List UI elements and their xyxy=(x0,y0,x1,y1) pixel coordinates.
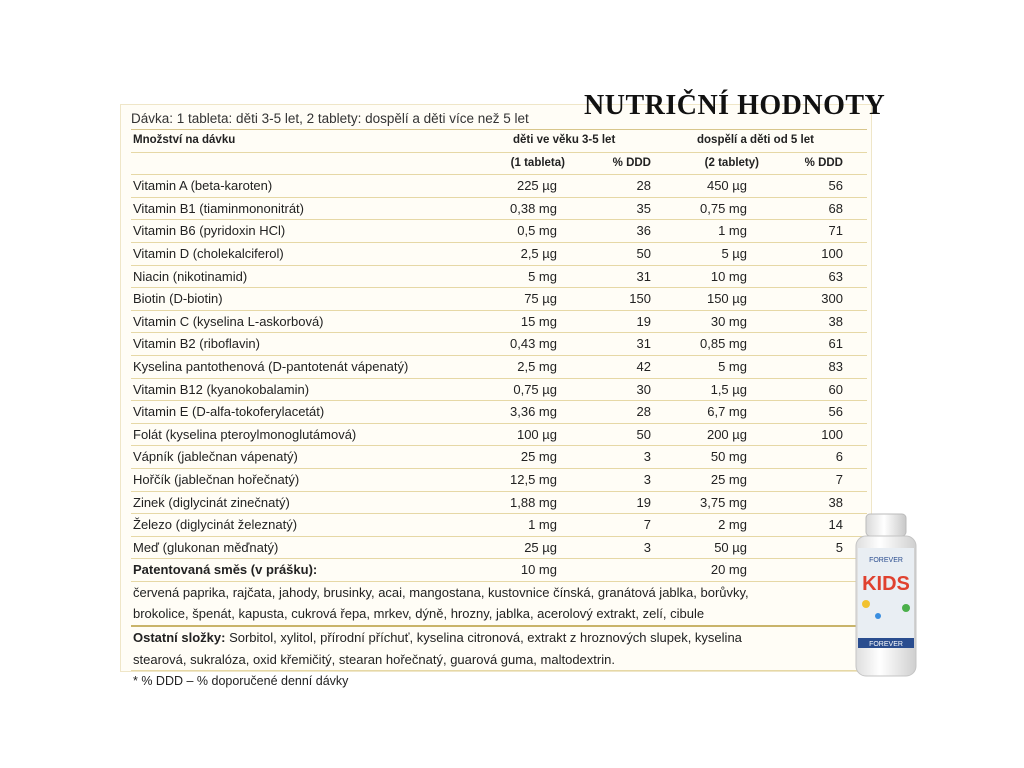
other-ingredients-label: Ostatní složky: xyxy=(133,630,226,646)
adults-pct: 56 xyxy=(828,404,843,420)
kids-amount: 25 µg xyxy=(524,539,557,555)
kids-pct: 3 xyxy=(643,539,651,555)
table-row xyxy=(131,356,867,379)
header-adults-amount: (2 tablety) xyxy=(704,156,759,169)
adults-amount: 30 mg xyxy=(710,313,747,329)
table-row xyxy=(131,469,867,492)
kids-amount: 3,36 mg xyxy=(510,404,557,420)
nutrient-name: Kyselina pantothenová (D-pantotenát vápenatý) xyxy=(133,358,409,374)
adults-amount: 50 µg xyxy=(714,539,747,555)
kids-amount: 0,5 mg xyxy=(517,223,557,239)
nutrient-name: Vitamin E (D-alfa-tokoferylacetát) xyxy=(133,404,325,420)
kids-amount: 75 µg xyxy=(524,291,557,307)
other-ingredients-line: stearová, sukralóza, oxid křemičitý, stearan hořečnatý, guarová guma, maltodextrin. xyxy=(131,649,867,672)
kids-amount: 2,5 µg xyxy=(520,245,557,261)
kids-amount: 0,75 µg xyxy=(513,381,557,397)
header-adults-group: dospělí a děti od 5 let xyxy=(697,134,814,146)
adults-amount: 450 µg xyxy=(706,178,747,194)
header-adults-pct: % DDD xyxy=(804,156,843,169)
table-row xyxy=(131,537,867,560)
table-row xyxy=(131,424,867,447)
adults-amount: 10 mg xyxy=(710,268,747,284)
nutrient-name: Vápník (jablečnan vápenatý) xyxy=(133,449,298,465)
kids-pct: 50 xyxy=(636,245,651,261)
adults-amount: 5 mg xyxy=(718,358,747,374)
adults-amount: 0,75 mg xyxy=(700,200,747,216)
adults-pct: 100 xyxy=(821,245,843,261)
kids-pct: 30 xyxy=(636,381,651,397)
header-kids-amount: (1 tableta) xyxy=(510,156,565,169)
dose-line: Dávka: 1 tableta: děti 3-5 let, 2 tablety: dospělí a děti více než 5 let xyxy=(131,108,867,130)
nutrient-name: Vitamin B2 (riboflavin) xyxy=(133,336,260,352)
nutrition-table xyxy=(131,108,867,693)
kids-pct: 35 xyxy=(636,200,651,216)
table-row xyxy=(131,243,867,266)
adults-amount: 2 mg xyxy=(718,517,747,533)
blend-kids-amount: 10 mg xyxy=(520,562,557,578)
kids-pct: 19 xyxy=(636,313,651,329)
adults-pct: 56 xyxy=(828,178,843,194)
kids-amount: 225 µg xyxy=(516,178,557,194)
kids-amount: 12,5 mg xyxy=(510,471,557,487)
kids-pct: 28 xyxy=(636,178,651,194)
nutrient-name: Biotin (D-biotin) xyxy=(133,291,223,307)
blend-name: Patentovaná směs (v prášku): xyxy=(133,562,318,578)
other-ingredients-text: Sorbitol, xylitol, přírodní příchuť, kyselina citronová, extrakt z hroznových slupek, kyselina xyxy=(225,630,742,646)
nutrient-name: Zinek (diglycinát zinečnatý) xyxy=(133,494,290,510)
table-body xyxy=(131,175,867,559)
adults-pct: 83 xyxy=(828,358,843,374)
header-kids-group: děti ve věku 3-5 let xyxy=(513,134,616,146)
kids-pct: 31 xyxy=(636,268,651,284)
table-header-row xyxy=(131,130,867,153)
adults-pct: 7 xyxy=(835,471,843,487)
product-bottle-image xyxy=(848,512,924,680)
kids-amount: 100 µg xyxy=(516,426,557,442)
table-row xyxy=(131,401,867,424)
nutrient-name: Vitamin A (beta-karoten) xyxy=(133,178,273,194)
table-row xyxy=(131,446,867,469)
adults-pct: 5 xyxy=(835,539,843,555)
blend-ingredients-line: brokolice, špenát, kapusta, cukrová řepa, mrkev, dýně, hrozny, jablka, acerolový extrakt, zelí, cibule xyxy=(131,603,867,627)
kids-pct: 28 xyxy=(636,404,651,420)
kids-pct: 31 xyxy=(636,336,651,352)
adults-amount: 50 mg xyxy=(710,449,747,465)
nutrient-name: Vitamin B6 (pyridoxin HCl) xyxy=(133,223,286,239)
kids-pct: 36 xyxy=(636,223,651,239)
adults-amount: 5 µg xyxy=(721,245,747,261)
adults-amount: 6,7 mg xyxy=(707,404,747,420)
kids-pct: 42 xyxy=(636,358,651,374)
nutrient-name: Folát (kyselina pteroylmonoglutámová) xyxy=(133,426,357,442)
kids-amount: 0,38 mg xyxy=(510,200,557,216)
table-row xyxy=(131,266,867,289)
header-quantity-label: Množství na dávku xyxy=(133,134,236,146)
adults-amount: 150 µg xyxy=(706,291,747,307)
kids-pct: 50 xyxy=(636,426,651,442)
kids-amount: 25 mg xyxy=(520,449,557,465)
table-row xyxy=(131,288,867,311)
bottle-band-text: FOREVER xyxy=(869,641,903,648)
adults-pct: 38 xyxy=(828,313,843,329)
table-row xyxy=(131,198,867,221)
page-title: NUTRIČNÍ HODNOTY xyxy=(584,90,886,121)
header-kids-pct: % DDD xyxy=(612,156,651,169)
blend-adults-amount: 20 mg xyxy=(710,562,747,578)
kids-pct: 3 xyxy=(643,471,651,487)
bottle-brand-text: FOREVER xyxy=(869,557,903,564)
nutrient-name: Vitamin D (cholekalciferol) xyxy=(133,245,284,261)
other-ingredients-line xyxy=(131,627,867,649)
kids-amount: 1,88 mg xyxy=(510,494,557,510)
adults-pct: 300 xyxy=(821,291,843,307)
nutrient-name: Vitamin C (kyselina L-askorbová) xyxy=(133,313,324,329)
blend-ingredients-line: červená paprika, rajčata, jahody, brusinky, acai, mangostana, kustovnice čínská, granátová jablka, borůvky, xyxy=(133,584,749,600)
adults-pct: 71 xyxy=(828,223,843,239)
kids-amount: 2,5 mg xyxy=(517,358,557,374)
table-row xyxy=(131,333,867,356)
nutrient-name: Vitamin B12 (kyanokobalamin) xyxy=(133,381,310,397)
nutrient-name: Niacin (nikotinamid) xyxy=(133,268,248,284)
adults-pct: 6 xyxy=(835,449,843,465)
blend-row xyxy=(131,559,867,582)
table-row xyxy=(131,220,867,243)
table-row xyxy=(131,311,867,334)
adults-amount: 1,5 µg xyxy=(710,381,747,397)
adults-amount: 1 mg xyxy=(718,223,747,239)
adults-amount: 200 µg xyxy=(706,426,747,442)
kids-amount: 1 mg xyxy=(528,517,557,533)
nutrient-name: Železo (diglycinát železnatý) xyxy=(133,517,298,533)
adults-pct: 60 xyxy=(828,381,843,397)
table-row xyxy=(131,492,867,515)
table-row xyxy=(131,379,867,402)
adults-pct: 63 xyxy=(828,268,843,284)
adults-pct: 38 xyxy=(828,494,843,510)
adults-pct: 14 xyxy=(828,517,843,533)
adults-pct: 68 xyxy=(828,200,843,216)
table-row xyxy=(131,175,867,198)
kids-amount: 5 mg xyxy=(528,268,557,284)
kids-pct: 7 xyxy=(643,517,651,533)
adults-amount: 0,85 mg xyxy=(700,336,747,352)
kids-pct: 150 xyxy=(629,291,651,307)
adults-amount: 3,75 mg xyxy=(700,494,747,510)
kids-pct: 19 xyxy=(636,494,651,510)
kids-amount: 15 mg xyxy=(520,313,557,329)
adults-pct: 61 xyxy=(828,336,843,352)
table-row xyxy=(131,514,867,537)
table-subheader-row xyxy=(131,153,867,176)
nutrient-name: Hořčík (jablečnan hořečnatý) xyxy=(133,471,300,487)
kids-pct: 3 xyxy=(643,449,651,465)
bottle-product-text: KIDS xyxy=(862,573,910,595)
nutrient-name: Meď (glukonan měďnatý) xyxy=(133,539,279,555)
nutrient-name: Vitamin B1 (tiaminmononitrát) xyxy=(133,200,304,216)
adults-amount: 25 mg xyxy=(710,471,747,487)
kids-amount: 0,43 mg xyxy=(510,336,557,352)
footnote: * % DDD – % doporučené denní dávky xyxy=(133,674,349,689)
adults-pct: 100 xyxy=(821,426,843,442)
